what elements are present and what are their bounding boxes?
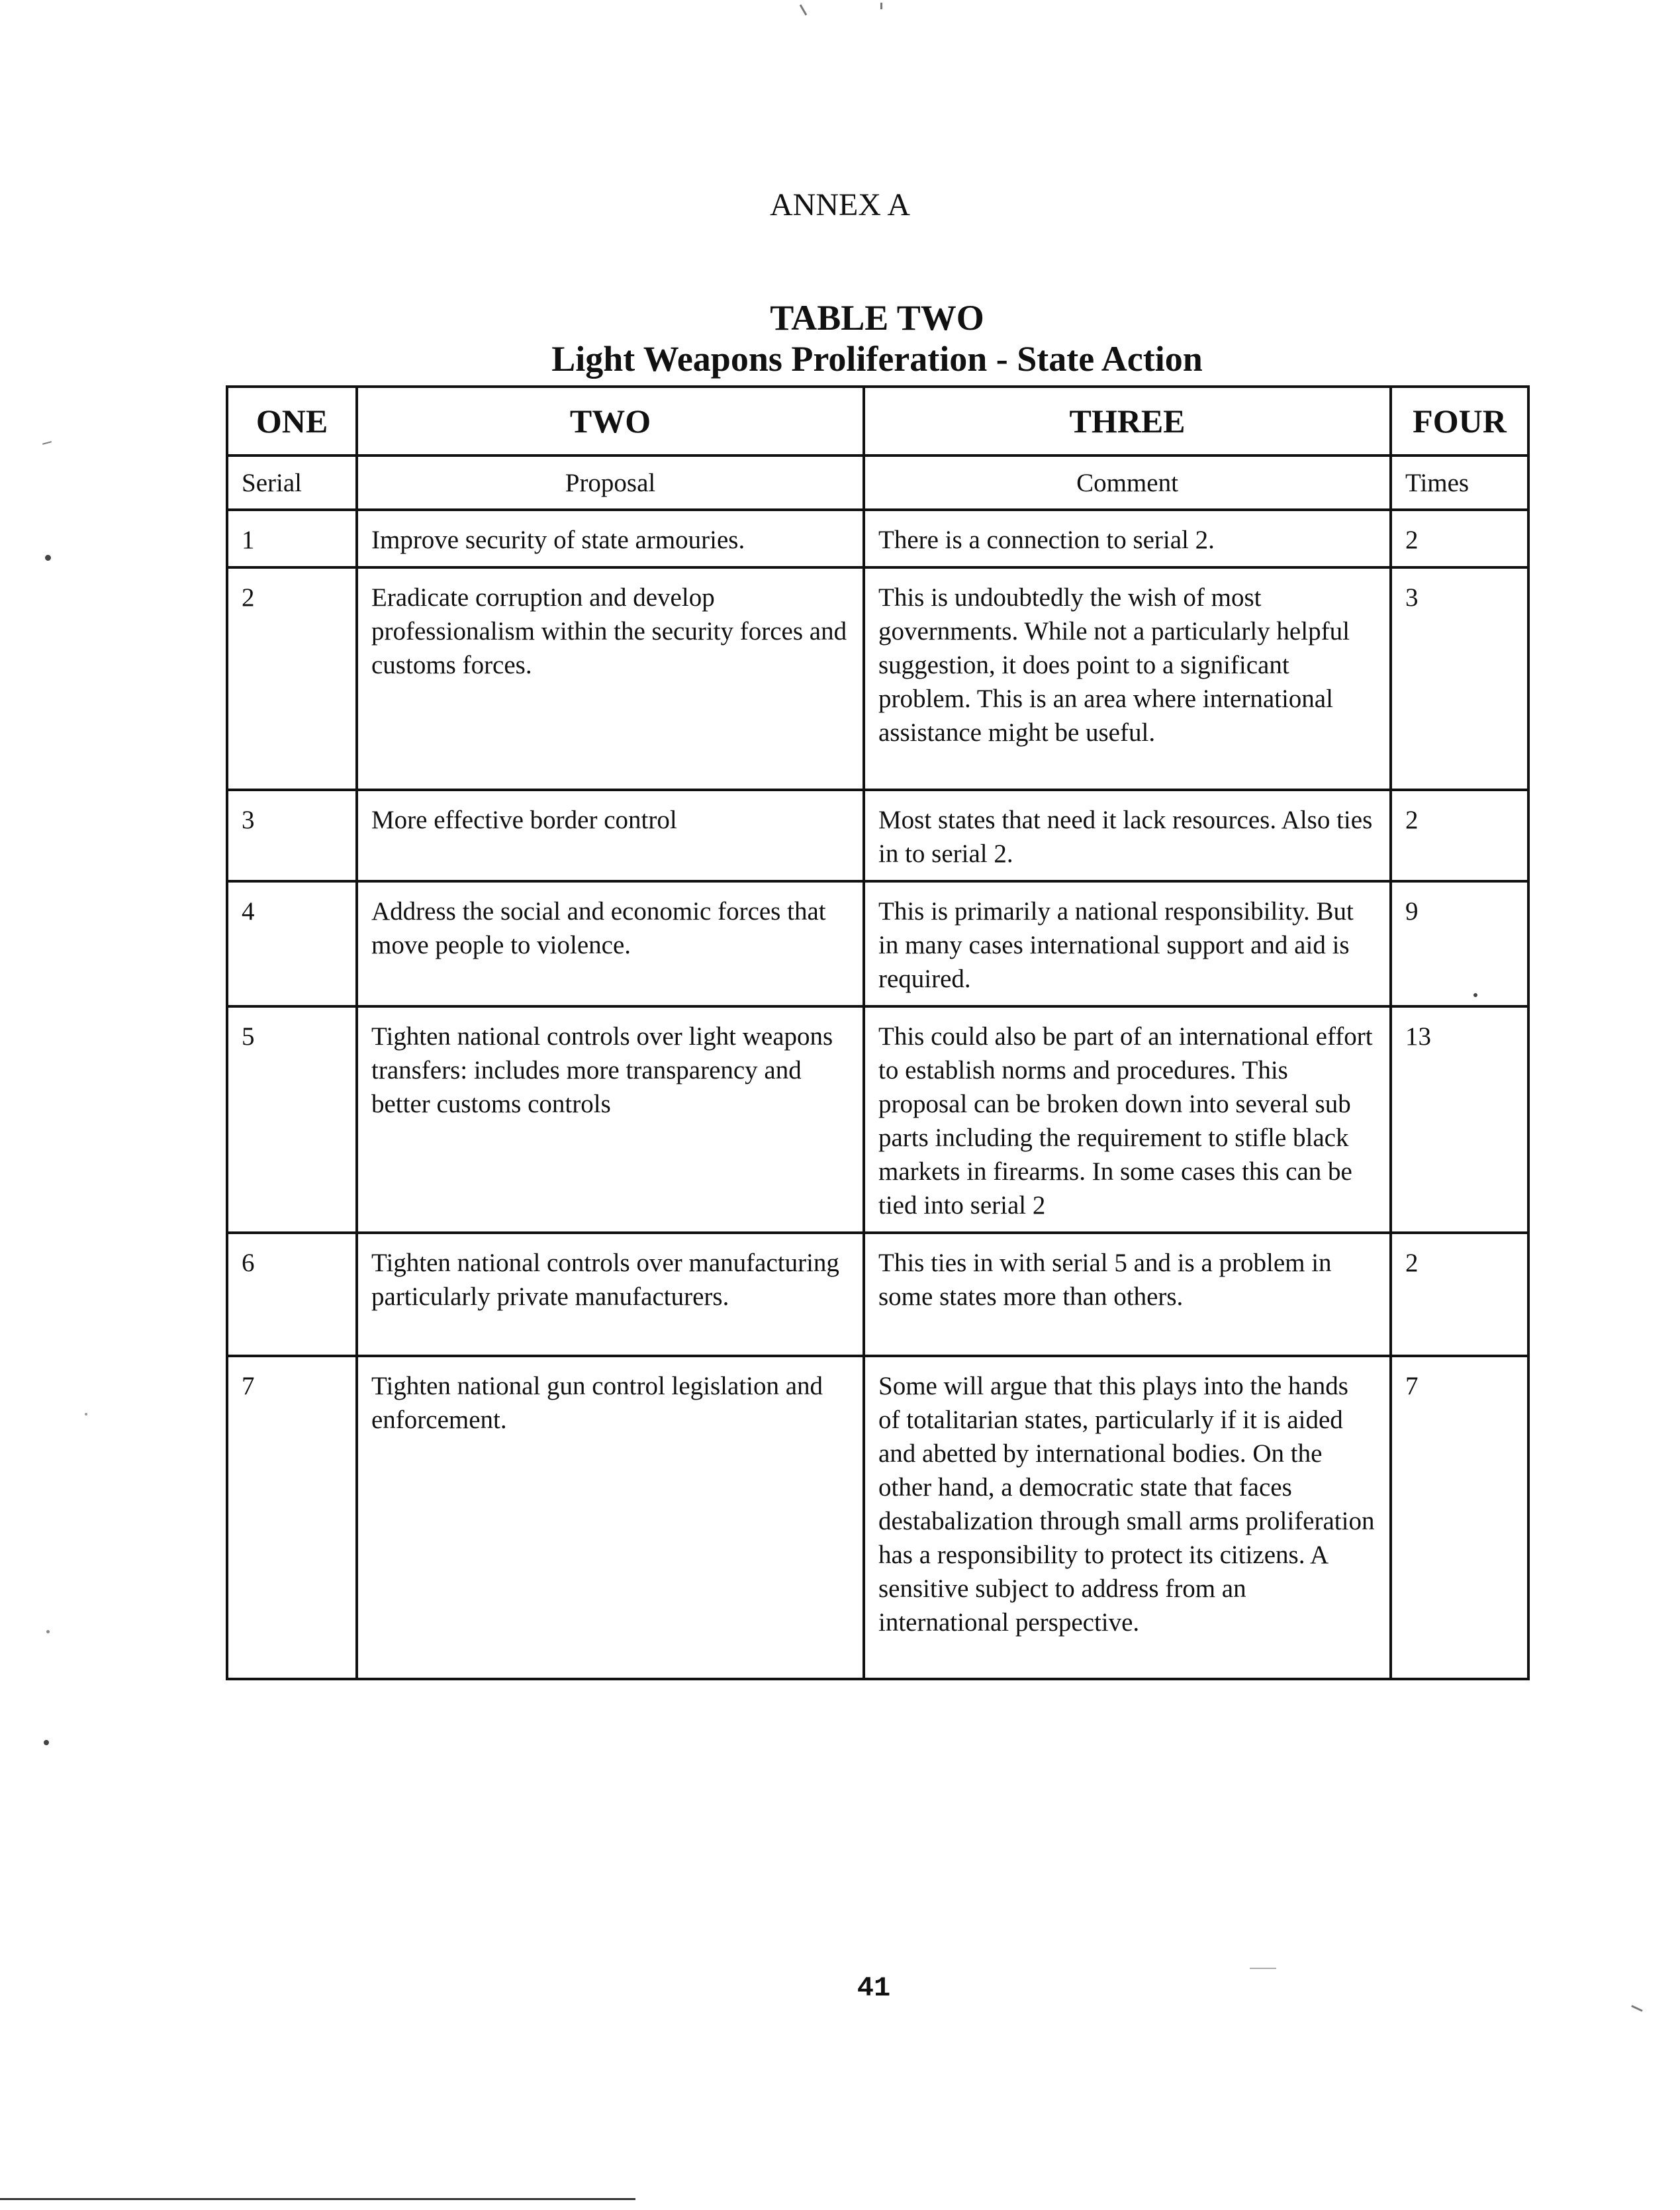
serial-cell: 7 bbox=[227, 1356, 357, 1679]
comment-cell: Some will argue that this plays into the hands of totalitarian states, particularly if it is aided and abetted by international bodies. On the other hand, a democratic state that faces destabalization through small arms proliferation has a responsibility to protect its citizens. A sensitive subject to address from an international perspective. bbox=[864, 1356, 1391, 1679]
times-cell: 9 bbox=[1391, 881, 1528, 1006]
proposal-cell: Improve security of state armouries. bbox=[357, 510, 864, 567]
table-row bbox=[227, 510, 1528, 567]
proposal-cell: Tighten national controls over manufacturing particularly private manufacturers. bbox=[357, 1233, 864, 1356]
serial-cell: 4 bbox=[227, 881, 357, 1006]
serial-cell: 5 bbox=[227, 1006, 357, 1233]
comment-cell: This ties in with serial 5 and is a problem in some states more than others. bbox=[864, 1233, 1391, 1356]
column-description-serial: Serial bbox=[227, 456, 357, 510]
table-row bbox=[227, 790, 1528, 881]
comment-cell: This could also be part of an international effort to establish norms and procedures. This proposal can be broken down into several sub parts including the requirement to stifle black markets in firearms. In some cases this can be tied into serial 2 bbox=[864, 1006, 1391, 1233]
times-cell: 2 bbox=[1391, 510, 1528, 567]
column-header-four: FOUR bbox=[1391, 387, 1528, 456]
scan-speck bbox=[44, 1740, 49, 1745]
column-header-two: TWO bbox=[357, 387, 864, 456]
scan-mark bbox=[42, 441, 52, 445]
scan-mark bbox=[880, 3, 882, 9]
table-row bbox=[227, 1233, 1528, 1356]
proposal-cell: Tighten national controls over light weapons transfers: includes more transparency and better customs controls bbox=[357, 1006, 864, 1233]
times-cell: 2 bbox=[1391, 790, 1528, 881]
state-action-table bbox=[226, 385, 1530, 1680]
times-cell: 3 bbox=[1391, 567, 1528, 790]
scan-speck bbox=[1473, 993, 1477, 997]
times-cell: 2 bbox=[1391, 1233, 1528, 1356]
scan-mark bbox=[800, 4, 808, 15]
table-row bbox=[227, 1006, 1528, 1233]
column-description-proposal: Proposal bbox=[357, 456, 864, 510]
scan-mark bbox=[1250, 1968, 1276, 1969]
column-description-times: Times bbox=[1391, 456, 1528, 510]
times-cell: 13 bbox=[1391, 1006, 1528, 1233]
comment-cell: This is undoubtedly the wish of most governments. While not a particularly helpful suggestion, it does point to a significant problem. This is an area where international assistance might be useful. bbox=[864, 567, 1391, 790]
table-subtitle: Light Weapons Proliferation - State Action bbox=[551, 339, 1203, 379]
annex-heading: ANNEX A bbox=[770, 187, 910, 222]
page-number: 41 bbox=[857, 1972, 891, 2004]
scan-speck bbox=[45, 555, 51, 561]
scan-mark bbox=[0, 2198, 635, 2200]
serial-cell: 1 bbox=[227, 510, 357, 567]
column-header-one: ONE bbox=[227, 387, 357, 456]
column-header-three: THREE bbox=[864, 387, 1391, 456]
scan-speck bbox=[85, 1413, 87, 1416]
serial-cell: 3 bbox=[227, 790, 357, 881]
serial-cell: 6 bbox=[227, 1233, 357, 1356]
comment-cell: This is primarily a national responsibility. But in many cases international support and aid is required. bbox=[864, 881, 1391, 1006]
table-row bbox=[227, 1356, 1528, 1679]
comment-cell: There is a connection to serial 2. bbox=[864, 510, 1391, 567]
column-description-comment: Comment bbox=[864, 456, 1391, 510]
table-row bbox=[227, 881, 1528, 1006]
table-title: TABLE TWO bbox=[770, 298, 984, 338]
serial-cell: 2 bbox=[227, 567, 357, 790]
proposal-cell: Address the social and economic forces that move people to violence. bbox=[357, 881, 864, 1006]
times-cell: 7 bbox=[1391, 1356, 1528, 1679]
proposal-cell: More effective border control bbox=[357, 790, 864, 881]
proposal-cell: Eradicate corruption and develop professionalism within the security forces and customs forces. bbox=[357, 567, 864, 790]
table-row bbox=[227, 567, 1528, 790]
column-description-row bbox=[227, 456, 1528, 510]
comment-cell: Most states that need it lack resources. Also ties in to serial 2. bbox=[864, 790, 1391, 881]
column-number-row bbox=[227, 387, 1528, 456]
scan-speck bbox=[46, 1630, 50, 1633]
scan-mark bbox=[1631, 2005, 1643, 2011]
proposal-cell: Tighten national gun control legislation and enforcement. bbox=[357, 1356, 864, 1679]
